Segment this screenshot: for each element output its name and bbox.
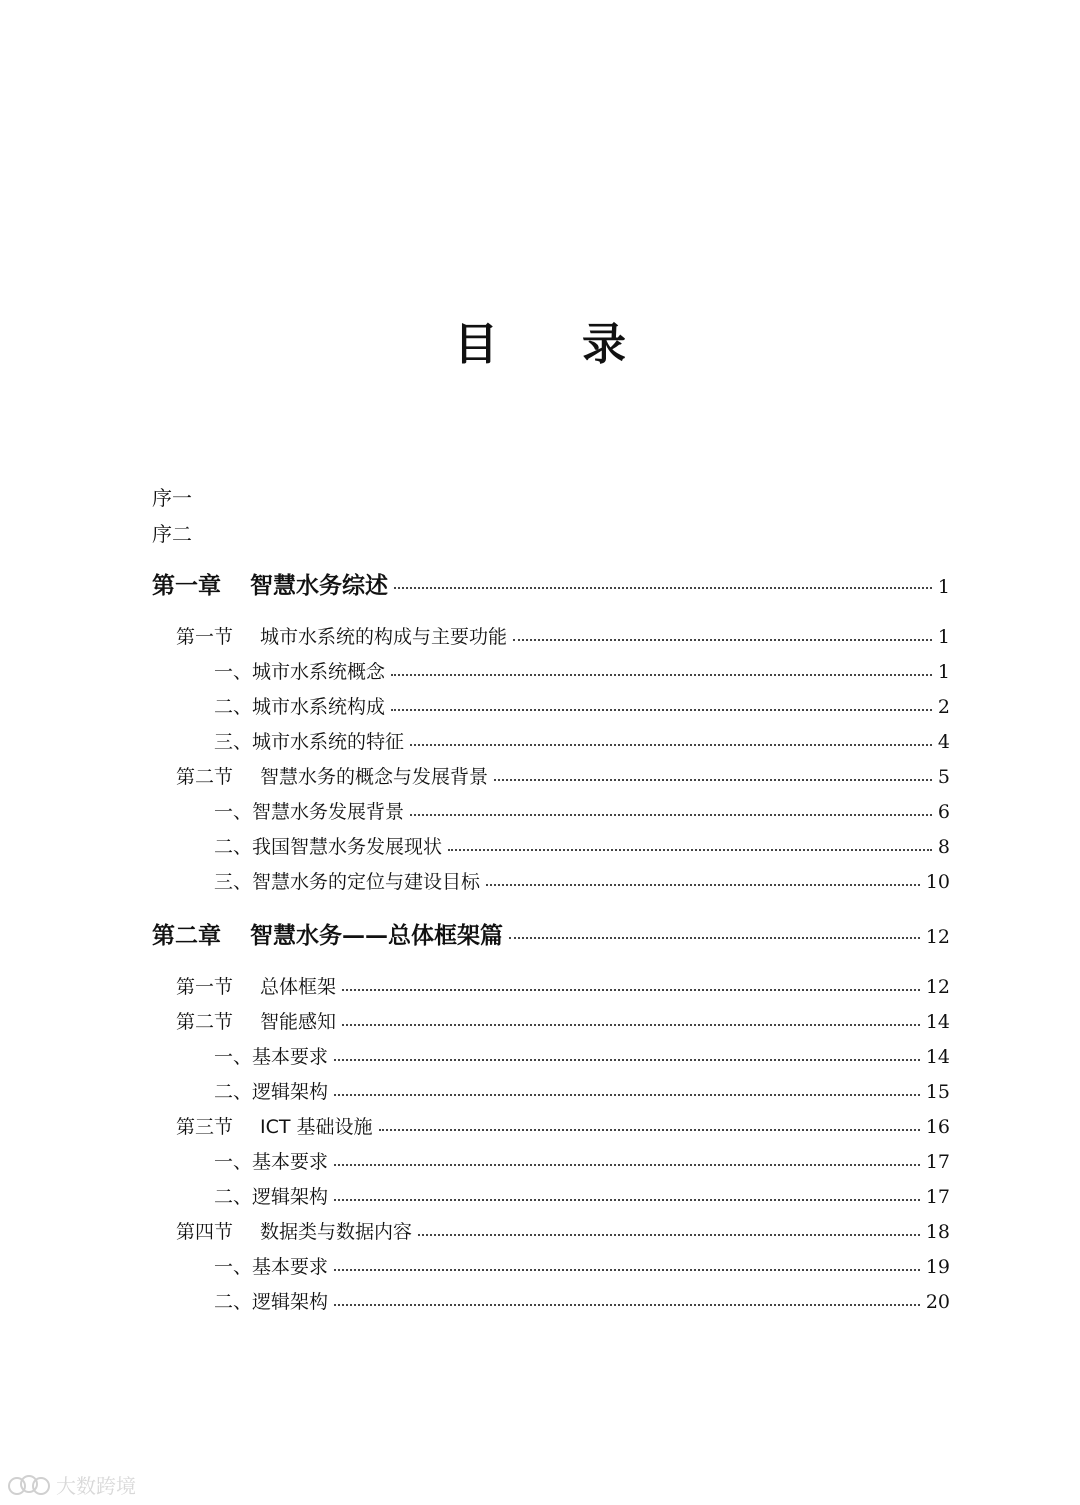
toc-item[interactable] <box>214 1077 950 1104</box>
leader-dots <box>342 989 920 991</box>
leader-dots <box>509 937 920 939</box>
toc-entry-title: 一、基本要求 <box>214 1256 329 1278</box>
leader-dots <box>513 639 932 641</box>
toc-section[interactable] <box>176 762 950 789</box>
toc-entry-title: 二、我国智慧水务发展现状 <box>214 836 443 858</box>
page-number: 10 <box>925 871 950 893</box>
leader-dots <box>342 1024 920 1026</box>
section-title: 智慧水务的概念与发展背景 <box>260 766 489 788</box>
toc-chapter-1[interactable] <box>152 567 950 600</box>
toc-entry-title <box>152 917 503 950</box>
leader-dots <box>379 1129 920 1131</box>
page-number: 20 <box>925 1291 950 1313</box>
page-number: 1 <box>937 661 950 683</box>
toc-entry-title <box>176 762 488 789</box>
front-matter-preface-2[interactable] <box>152 518 192 547</box>
page-number: 4 <box>937 731 950 753</box>
front-matter-label: 序二 <box>152 522 192 546</box>
page-number: 1 <box>937 576 950 598</box>
leader-dots <box>334 1304 920 1306</box>
chapter-number: 第一章 <box>152 572 221 599</box>
toc-item[interactable] <box>214 832 950 859</box>
section-number: 第二节 <box>176 766 234 788</box>
toc-entry-title <box>176 972 336 999</box>
toc-section[interactable] <box>176 972 950 999</box>
toc-entry-title: 二、逻辑架构 <box>214 1186 329 1208</box>
section-number: 第一节 <box>176 626 234 648</box>
page-number: 5 <box>937 766 950 788</box>
page-number: 12 <box>925 926 950 948</box>
leader-dots <box>391 674 932 676</box>
toc-entry-title: 一、智慧水务发展背景 <box>214 801 405 823</box>
leader-dots <box>494 779 932 781</box>
page-number: 2 <box>937 696 950 718</box>
toc-section[interactable] <box>176 1007 950 1034</box>
page-number: 14 <box>925 1011 950 1033</box>
toc-item[interactable] <box>214 1147 950 1174</box>
section-title: 城市水系统的构成与主要功能 <box>260 626 508 648</box>
toc-section[interactable] <box>176 1217 950 1244</box>
leader-dots <box>410 814 932 816</box>
toc-item[interactable] <box>214 727 950 754</box>
toc-entry-title <box>176 1007 336 1034</box>
toc-section[interactable] <box>176 1112 950 1139</box>
page-number: 16 <box>925 1116 950 1138</box>
leader-dots <box>334 1059 920 1061</box>
toc-entry-title <box>176 622 507 649</box>
page-number: 8 <box>937 836 950 858</box>
page-number: 1 <box>937 626 950 648</box>
toc-item[interactable] <box>214 657 950 684</box>
toc-entry-title <box>176 1112 373 1139</box>
leader-dots <box>334 1269 920 1271</box>
section-number: 第三节 <box>176 1116 234 1138</box>
page-number: 12 <box>925 976 950 998</box>
page-number: 17 <box>925 1151 950 1173</box>
section-title: 智能感知 <box>260 1011 337 1033</box>
page-number: 19 <box>925 1256 950 1278</box>
toc-entry-title: 二、逻辑架构 <box>214 1081 329 1103</box>
leader-dots <box>394 587 932 589</box>
section-title: 总体框架 <box>260 976 337 998</box>
toc-item[interactable] <box>214 692 950 719</box>
toc-section[interactable] <box>176 622 950 649</box>
leader-dots <box>410 744 932 746</box>
watermark-text: 大数跨境 <box>56 1474 136 1498</box>
page-number: 18 <box>925 1221 950 1243</box>
section-title: ICT 基础设施 <box>260 1116 373 1138</box>
front-matter-preface-1[interactable] <box>152 482 192 511</box>
watermark-logo-icon <box>8 1473 52 1497</box>
toc-entry-title: 一、城市水系统概念 <box>214 661 386 683</box>
toc-entry-title: 二、逻辑架构 <box>214 1291 329 1313</box>
title-char-2: 录 <box>582 319 626 370</box>
page-number: 14 <box>925 1046 950 1068</box>
toc-entry-title <box>176 1217 412 1244</box>
toc-chapter-2[interactable] <box>152 917 950 950</box>
watermark <box>8 1470 136 1499</box>
section-number: 第一节 <box>176 976 234 998</box>
toc-entry-title: 三、智慧水务的定位与建设目标 <box>214 871 481 893</box>
toc-entry-title <box>152 567 388 600</box>
leader-dots <box>418 1234 920 1236</box>
toc-item[interactable] <box>214 867 950 894</box>
leader-dots <box>334 1164 920 1166</box>
toc-item[interactable] <box>214 1182 950 1209</box>
toc-item[interactable] <box>214 1042 950 1069</box>
toc-entry-title: 二、城市水系统构成 <box>214 696 386 718</box>
chapter-title: 智慧水务——总体框架篇 <box>250 922 503 949</box>
chapter-number: 第二章 <box>152 922 221 949</box>
section-number: 第四节 <box>176 1221 234 1243</box>
toc-entry-title: 一、基本要求 <box>214 1151 329 1173</box>
section-title: 数据类与数据内容 <box>260 1221 413 1243</box>
leader-dots <box>391 709 932 711</box>
leader-dots <box>448 849 932 851</box>
page-number: 6 <box>937 801 950 823</box>
leader-dots <box>334 1094 920 1096</box>
page-number: 15 <box>925 1081 950 1103</box>
toc-item[interactable] <box>214 1287 950 1314</box>
toc-entry-title: 三、城市水系统的特征 <box>214 731 405 753</box>
page-number: 17 <box>925 1186 950 1208</box>
toc-item[interactable] <box>214 1252 950 1279</box>
toc-entry-title: 一、基本要求 <box>214 1046 329 1068</box>
title-char-1: 目 <box>454 319 498 370</box>
toc-item[interactable] <box>214 797 950 824</box>
leader-dots <box>486 884 920 886</box>
chapter-title: 智慧水务综述 <box>250 572 388 599</box>
section-number: 第二节 <box>176 1011 234 1033</box>
leader-dots <box>334 1199 920 1201</box>
front-matter-label: 序一 <box>152 486 192 510</box>
